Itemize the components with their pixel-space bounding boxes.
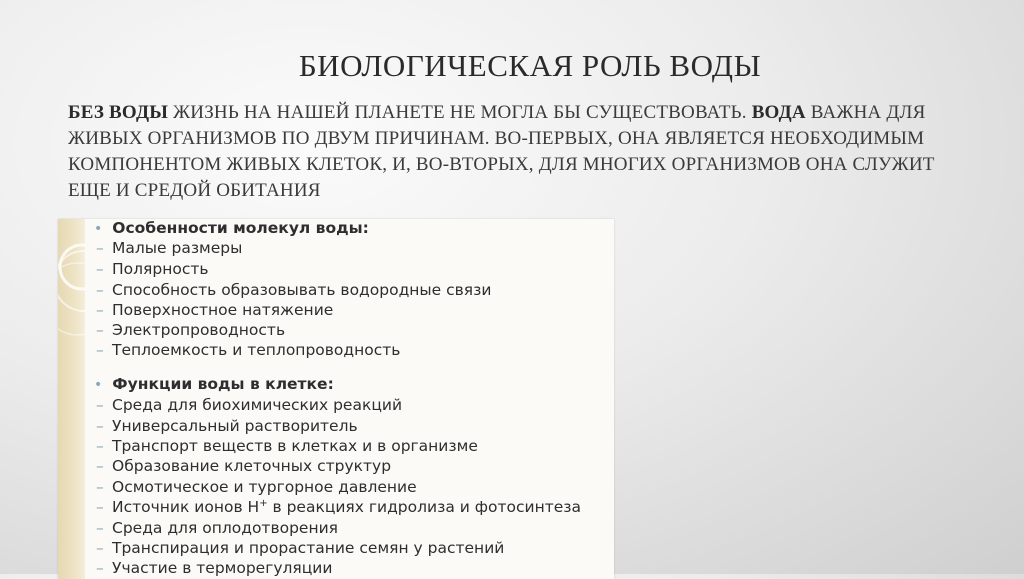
intro-text-1: ЖИЗНЬ НА НАШЕЙ ПЛАНЕТЕ НЕ МОГЛА БЫ СУЩЕСТВОВАТЬ.	[168, 102, 752, 123]
list-item: – Поверхностное натяжение	[96, 301, 334, 319]
list-item: – Среда для оплодотворения	[96, 519, 338, 537]
list-item: – Источник ионов Н+ в реакциях гидролиза и фотосинтеза	[96, 498, 582, 517]
intro-paragraph	[68, 100, 948, 204]
list-item: – Образование клеточных структур	[96, 457, 392, 475]
list-item: – Осмотическое и тургорное давление	[96, 478, 417, 496]
superscript-plus: +	[259, 498, 268, 509]
list-item: – Полярность	[96, 260, 209, 278]
list-item: – Способность образовывать водородные связи	[96, 281, 492, 299]
slide-title: БИОЛОГИЧЕСКАЯ РОЛЬ ВОДЫ	[298, 48, 762, 83]
intro-text-2: ВАЖНА ДЛЯ ЖИВЫХ ОРГАНИЗМОВ ПО ДВУМ ПРИЧИНАМ. ВО-ПЕРВЫХ, ОНА ЯВЛЯЕТСЯ НЕОБХОДИМЫМ КОМПОНЕНТОМ ЖИВЫХ КЛЕТОК, И, ВО-ВТОРЫХ, ДЛЯ МНОГИХ ОРГАНИЗМОВ ОНА СЛУЖИТ ЕЩЕ И СРЕДОЙ ОБИТАНИЯ	[68, 102, 935, 201]
list-item: – Малые размеры	[96, 239, 243, 257]
list-item: – Транспирация и прорастание семян у растений	[96, 539, 505, 557]
list-item: – Транспорт веществ в клетках и в организме	[96, 437, 478, 455]
list-item: – Универсальный растворитель	[96, 417, 358, 435]
intro-bold-1: БЕЗ ВОДЫ	[68, 102, 169, 123]
decorative-strip	[58, 219, 85, 579]
section-heading-functions: • Функции воды в клетке:	[94, 375, 334, 393]
list-item: – Электропроводность	[96, 321, 286, 339]
list-item: – Теплоемкость и теплопроводность	[96, 341, 401, 359]
intro-bold-2: ВОДА	[751, 102, 806, 123]
list-item: – Среда для биохимических реакций	[96, 396, 403, 414]
content-image	[58, 219, 614, 579]
section-heading-molecules: • Особенности молекул воды:	[94, 219, 369, 237]
decorative-circles-icon	[58, 219, 85, 579]
list-item: – Участие в терморегуляции	[96, 559, 333, 577]
